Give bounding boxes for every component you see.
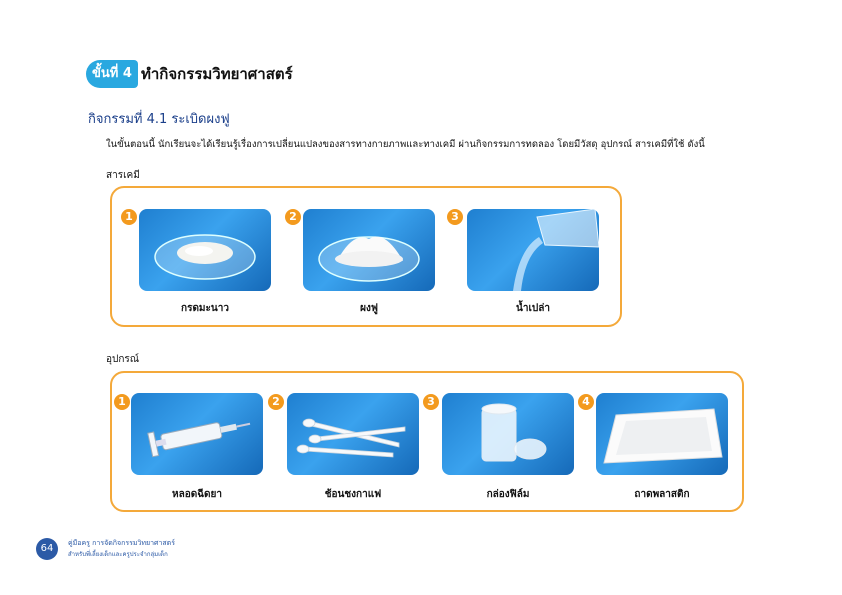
chemical-caption: ผงฟู [360,303,378,314]
activity-intro: ในขั้นตอนนี้ นักเรียนจะได้เรียนรู้เรื่องการเปลี่ยนแปลงของสารทางกายภาพและทางเคมี ผ่านกิจกรรมการทดลอง โดยมีวัสดุ อุปกรณ์ สารเคมีที่ใช้ ดังนี้ [106,139,705,150]
equipment-number: 2 [268,394,284,410]
step-title: ทำกิจกรรมวิทยาศาสตร์ [141,65,293,83]
chemical-caption: น้ำเปล่า [516,303,550,314]
chemical-caption: กรดมะนาว [181,303,229,314]
equipment-image-syringe [131,393,263,475]
chemicals-label: สารเคมี [106,170,140,181]
equipment-image-film-canister [442,393,574,475]
equipment-caption: ถาดพลาสติก [634,489,690,500]
chemical-number: 1 [121,209,137,225]
equipment-caption: กล่องฟิล์ม [486,489,530,500]
activity-title: กิจกรรมที่ 4.1 ระเบิดผงฟู [88,112,230,127]
equipment-image-coffee-spoons [287,393,419,475]
chemical-image-citric-acid [139,209,271,291]
chemical-image-baking-soda [303,209,435,291]
equipment-number: 1 [114,394,130,410]
equipment-image-plastic-tray [596,393,728,475]
page-number: 64 [36,538,58,560]
equipment-number: 4 [578,394,594,410]
equipment-caption: ช้อนชงกาแฟ [324,489,382,500]
equipment-number: 3 [423,394,439,410]
equipment-label: อุปกรณ์ [106,354,140,365]
step-badge: ขั้นที่ 4 [86,60,138,88]
chemical-number: 3 [447,209,463,225]
footer-title: คู่มือครู การจัดกิจกรรมวิทยาศาสตร์ [68,539,175,547]
chemical-number: 2 [285,209,301,225]
chemical-image-water [467,209,599,291]
equipment-caption: หลอดฉีดยา [172,489,222,500]
footer-subtitle: สำหรับพี่เลี้ยงเด็กและครูประจำกลุ่มเด็ก [68,551,168,558]
